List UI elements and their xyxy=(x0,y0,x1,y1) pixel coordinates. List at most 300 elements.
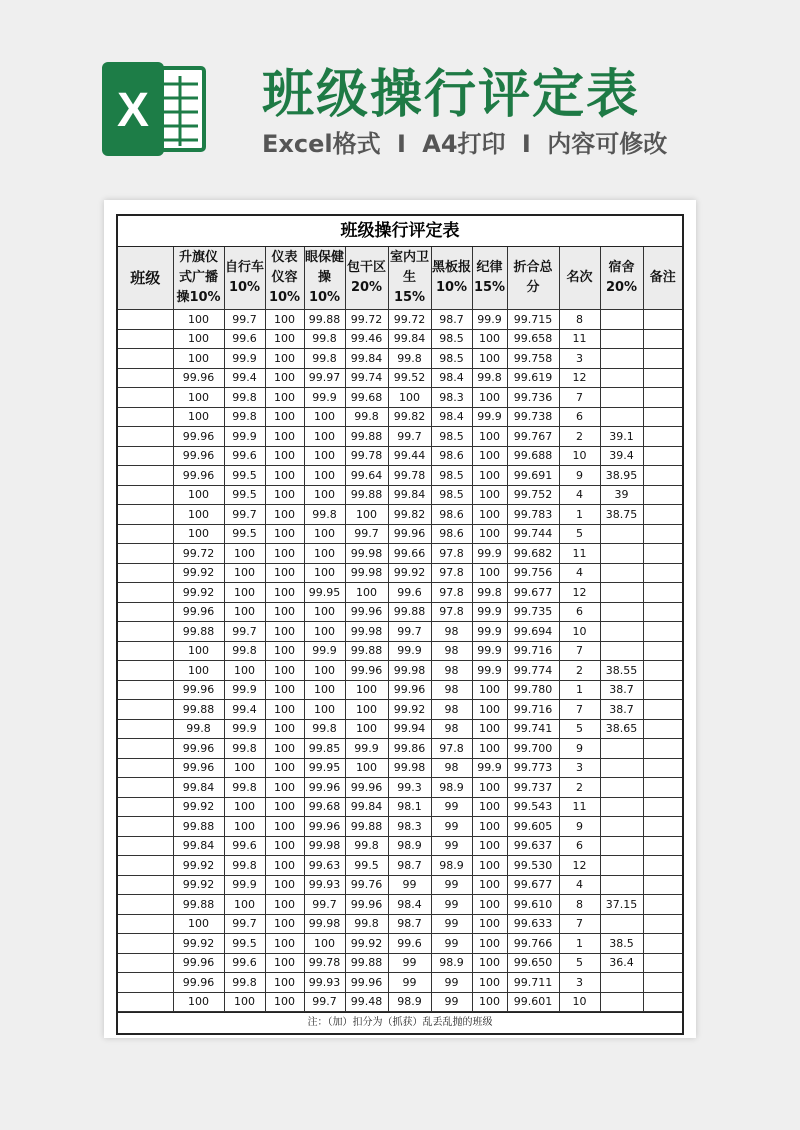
table-cell xyxy=(643,329,682,349)
table-cell: 99.9 xyxy=(472,641,507,661)
table-row xyxy=(118,544,682,564)
table-cell xyxy=(643,992,682,1012)
table-cell: 99.9 xyxy=(224,719,265,739)
table-cell: 100 xyxy=(265,329,304,349)
table-row xyxy=(118,622,682,642)
table-cell: 99.8 xyxy=(304,719,345,739)
table-cell: 99.92 xyxy=(173,934,224,954)
table-cell: 99.96 xyxy=(388,680,431,700)
table-cell: 100 xyxy=(265,914,304,934)
table-cell: 100 xyxy=(224,563,265,583)
table-cell: 9 xyxy=(559,466,600,486)
table-cell: 99.88 xyxy=(345,641,388,661)
table-cell: 100 xyxy=(265,973,304,993)
excel-logo-icon xyxy=(102,62,206,156)
table-cell: 99.84 xyxy=(345,349,388,369)
table-cell xyxy=(118,622,173,642)
table-cell: 99.637 xyxy=(507,836,559,856)
table-cell xyxy=(118,973,173,993)
table-cell: 99.735 xyxy=(507,602,559,622)
subtitle-editable: 内容可修改 xyxy=(547,130,668,158)
logo-letter: X xyxy=(116,84,150,137)
table-cell: 98.9 xyxy=(388,992,431,1012)
table-cell: 38.95 xyxy=(600,466,643,486)
table-cell: 9 xyxy=(559,817,600,837)
table-cell: 100 xyxy=(472,388,507,408)
table-cell: 99.98 xyxy=(388,758,431,778)
table-cell: 99.92 xyxy=(345,934,388,954)
table-cell: 100 xyxy=(265,953,304,973)
table-cell: 100 xyxy=(345,719,388,739)
table-cell: 12 xyxy=(559,583,600,603)
table-cell xyxy=(643,739,682,759)
table-cell: 98.5 xyxy=(431,349,472,369)
table-cell: 99.93 xyxy=(304,973,345,993)
column-header: 自行车10% xyxy=(224,247,265,310)
table-cell: 98 xyxy=(431,661,472,681)
table-cell: 99.711 xyxy=(507,973,559,993)
table-cell: 98.7 xyxy=(431,310,472,330)
table-cell xyxy=(118,953,173,973)
table-cell: 99.9 xyxy=(224,427,265,447)
table-cell: 99.6 xyxy=(224,329,265,349)
table-cell: 99 xyxy=(388,875,431,895)
table-cell xyxy=(643,466,682,486)
table-cell: 7 xyxy=(559,914,600,934)
table-cell: 99.767 xyxy=(507,427,559,447)
column-header: 室内卫生15% xyxy=(388,247,431,310)
table-cell: 100 xyxy=(265,758,304,778)
table-cell: 100 xyxy=(265,817,304,837)
table-cell: 99.9 xyxy=(224,875,265,895)
column-header: 包干区20% xyxy=(345,247,388,310)
table-cell: 99.8 xyxy=(304,329,345,349)
table-cell: 100 xyxy=(265,661,304,681)
table-cell: 99 xyxy=(431,836,472,856)
table-cell: 99.9 xyxy=(345,739,388,759)
table-cell: 5 xyxy=(559,719,600,739)
table-row xyxy=(118,368,682,388)
table-cell: 99.650 xyxy=(507,953,559,973)
table-cell: 99.92 xyxy=(173,563,224,583)
table-cell: 99.95 xyxy=(304,583,345,603)
table-cell: 100 xyxy=(472,973,507,993)
table-cell xyxy=(118,719,173,739)
column-header: 班级 xyxy=(118,247,173,310)
table-cell xyxy=(118,349,173,369)
table-row xyxy=(118,934,682,954)
table-cell: 99.66 xyxy=(388,544,431,564)
table-cell: 11 xyxy=(559,544,600,564)
table-cell: 99.96 xyxy=(304,817,345,837)
table-cell: 99.741 xyxy=(507,719,559,739)
table-cell: 99.96 xyxy=(173,953,224,973)
table-cell: 99.88 xyxy=(173,700,224,720)
table-cell xyxy=(643,349,682,369)
table-cell xyxy=(600,875,643,895)
table-cell: 99.98 xyxy=(304,836,345,856)
table-cell: 99 xyxy=(388,953,431,973)
table-cell: 100 xyxy=(265,934,304,954)
table-cell: 100 xyxy=(472,524,507,544)
table-cell xyxy=(643,602,682,622)
table-cell: 99.96 xyxy=(173,739,224,759)
table-cell: 99.96 xyxy=(345,778,388,798)
table-cell: 10 xyxy=(559,992,600,1012)
table-cell: 100 xyxy=(345,680,388,700)
table-cell: 99.4 xyxy=(224,368,265,388)
table-cell: 99.9 xyxy=(304,388,345,408)
table-cell xyxy=(600,368,643,388)
table-cell xyxy=(600,856,643,876)
table-cell xyxy=(600,310,643,330)
table-cell xyxy=(643,524,682,544)
table-cell: 100 xyxy=(304,544,345,564)
table-cell: 36.4 xyxy=(600,953,643,973)
table-cell: 100 xyxy=(265,505,304,525)
table-cell: 7 xyxy=(559,641,600,661)
table-cell xyxy=(643,563,682,583)
table-cell: 99 xyxy=(431,973,472,993)
table-cell: 11 xyxy=(559,329,600,349)
table-cell xyxy=(643,934,682,954)
table-cell: 99 xyxy=(431,895,472,915)
table-cell: 99.7 xyxy=(304,895,345,915)
table-row xyxy=(118,310,682,330)
table-cell xyxy=(600,797,643,817)
table-cell: 99.88 xyxy=(304,310,345,330)
table-header-row xyxy=(118,247,682,310)
table-cell: 98.1 xyxy=(388,797,431,817)
table-cell xyxy=(643,680,682,700)
table-cell: 99.88 xyxy=(345,953,388,973)
table-cell xyxy=(643,544,682,564)
table-cell: 100 xyxy=(224,992,265,1012)
table-cell: 100 xyxy=(265,836,304,856)
table-cell: 99.756 xyxy=(507,563,559,583)
table-cell: 98 xyxy=(431,622,472,642)
table-cell xyxy=(118,992,173,1012)
column-header: 宿舍20% xyxy=(600,247,643,310)
table-cell: 99.694 xyxy=(507,622,559,642)
table-cell: 1 xyxy=(559,505,600,525)
table-cell xyxy=(643,485,682,505)
table-cell: 100 xyxy=(472,700,507,720)
table-cell: 100 xyxy=(472,446,507,466)
table-cell: 99.7 xyxy=(224,505,265,525)
table-cell: 100 xyxy=(345,758,388,778)
table-cell: 99.92 xyxy=(388,700,431,720)
table-cell: 7 xyxy=(559,388,600,408)
table-cell: 98.3 xyxy=(431,388,472,408)
table-cell xyxy=(643,583,682,603)
table-cell: 99.96 xyxy=(304,778,345,798)
table-cell: 99.8 xyxy=(224,739,265,759)
table-row xyxy=(118,602,682,622)
table-cell: 99.5 xyxy=(224,485,265,505)
table-cell: 99.700 xyxy=(507,739,559,759)
table-cell: 100 xyxy=(173,661,224,681)
table-cell: 97.8 xyxy=(431,563,472,583)
table-cell: 99.86 xyxy=(388,739,431,759)
table-cell: 98.3 xyxy=(388,817,431,837)
column-header: 仪表仪容10% xyxy=(265,247,304,310)
table-cell xyxy=(118,700,173,720)
table-cell: 100 xyxy=(224,602,265,622)
table-cell: 1 xyxy=(559,680,600,700)
table-cell: 100 xyxy=(265,349,304,369)
table-cell: 98.4 xyxy=(431,407,472,427)
table-cell: 12 xyxy=(559,856,600,876)
table-cell: 99.84 xyxy=(173,836,224,856)
table-cell: 100 xyxy=(304,661,345,681)
table-cell: 99.9 xyxy=(472,544,507,564)
table-cell: 98.5 xyxy=(431,427,472,447)
table-cell: 99.82 xyxy=(388,407,431,427)
table-cell xyxy=(118,446,173,466)
table-cell: 100 xyxy=(304,622,345,642)
table-cell: 99.9 xyxy=(472,622,507,642)
table-cell: 99.4 xyxy=(224,700,265,720)
table-cell: 99.94 xyxy=(388,719,431,739)
table-cell: 100 xyxy=(472,739,507,759)
table-cell: 99.7 xyxy=(345,524,388,544)
table-cell: 99.97 xyxy=(304,368,345,388)
table-cell: 1 xyxy=(559,934,600,954)
table-cell: 99.78 xyxy=(388,466,431,486)
table-cell: 100 xyxy=(472,797,507,817)
table-cell: 99.758 xyxy=(507,349,559,369)
table-cell: 99.92 xyxy=(173,797,224,817)
table-cell: 100 xyxy=(224,895,265,915)
table-cell: 100 xyxy=(265,485,304,505)
table-cell xyxy=(643,446,682,466)
table-cell: 97.8 xyxy=(431,602,472,622)
table-cell: 2 xyxy=(559,661,600,681)
column-header: 折合总分 xyxy=(507,247,559,310)
table-cell: 4 xyxy=(559,485,600,505)
table-cell: 100 xyxy=(472,563,507,583)
table-row xyxy=(118,700,682,720)
table-cell: 99.92 xyxy=(173,856,224,876)
table-cell: 99.84 xyxy=(388,329,431,349)
table-body xyxy=(118,310,682,1012)
table-cell: 100 xyxy=(265,797,304,817)
table-cell: 99.8 xyxy=(224,407,265,427)
table-cell xyxy=(118,836,173,856)
table-cell: 99.737 xyxy=(507,778,559,798)
table-row xyxy=(118,329,682,349)
column-header: 黑板报10% xyxy=(431,247,472,310)
table-cell xyxy=(600,778,643,798)
table-cell: 100 xyxy=(472,329,507,349)
table-cell: 100 xyxy=(265,446,304,466)
table-row xyxy=(118,661,682,681)
table-cell: 99.88 xyxy=(173,895,224,915)
table-cell xyxy=(643,505,682,525)
table-cell: 99.64 xyxy=(345,466,388,486)
table-cell: 100 xyxy=(173,524,224,544)
table-cell: 99.5 xyxy=(224,934,265,954)
table-cell xyxy=(118,661,173,681)
table-cell: 100 xyxy=(265,739,304,759)
table-cell: 99.9 xyxy=(472,758,507,778)
table-cell: 99.68 xyxy=(304,797,345,817)
table-cell: 6 xyxy=(559,836,600,856)
table-cell: 98.9 xyxy=(431,778,472,798)
table-cell: 100 xyxy=(472,349,507,369)
table-cell: 100 xyxy=(173,641,224,661)
table-cell xyxy=(600,758,643,778)
table-cell: 99.74 xyxy=(345,368,388,388)
table-cell: 99.72 xyxy=(173,544,224,564)
table-cell: 99.96 xyxy=(173,368,224,388)
table-cell: 99.96 xyxy=(173,973,224,993)
table-cell: 100 xyxy=(472,466,507,486)
table-cell xyxy=(600,349,643,369)
table-cell xyxy=(118,329,173,349)
table-row xyxy=(118,758,682,778)
table-cell: 9 xyxy=(559,739,600,759)
table-cell: 99.543 xyxy=(507,797,559,817)
table-cell xyxy=(118,583,173,603)
table-cell: 100 xyxy=(265,524,304,544)
table-cell: 98 xyxy=(431,719,472,739)
table-cell: 8 xyxy=(559,310,600,330)
table-cell: 97.8 xyxy=(431,583,472,603)
table-cell: 99.85 xyxy=(304,739,345,759)
table-cell: 100 xyxy=(472,914,507,934)
table-cell: 99 xyxy=(431,914,472,934)
table-row xyxy=(118,466,682,486)
table-frame xyxy=(116,214,684,1035)
table-cell: 100 xyxy=(472,875,507,895)
table-row xyxy=(118,446,682,466)
table-cell: 100 xyxy=(265,700,304,720)
table-cell: 100 xyxy=(265,680,304,700)
table-cell: 98.6 xyxy=(431,524,472,544)
table-row xyxy=(118,797,682,817)
table-cell: 99.738 xyxy=(507,407,559,427)
table-cell: 99.773 xyxy=(507,758,559,778)
table-cell: 99.68 xyxy=(345,388,388,408)
table-cell: 99.736 xyxy=(507,388,559,408)
table-cell: 99.92 xyxy=(173,583,224,603)
table-cell: 100 xyxy=(265,622,304,642)
table-cell: 100 xyxy=(173,992,224,1012)
table-cell: 99.98 xyxy=(345,544,388,564)
table-row xyxy=(118,973,682,993)
table-cell: 99.96 xyxy=(173,602,224,622)
table-cell: 100 xyxy=(173,407,224,427)
table-cell: 99.5 xyxy=(224,466,265,486)
table-cell: 99.98 xyxy=(345,563,388,583)
table-row xyxy=(118,427,682,447)
table-cell xyxy=(600,388,643,408)
table-cell xyxy=(118,485,173,505)
table-cell: 100 xyxy=(265,388,304,408)
table-cell xyxy=(600,817,643,837)
table-cell: 99.8 xyxy=(304,349,345,369)
table-cell: 100 xyxy=(173,388,224,408)
table-cell: 99.715 xyxy=(507,310,559,330)
table-cell: 98 xyxy=(431,641,472,661)
table-cell xyxy=(643,427,682,447)
table-cell: 6 xyxy=(559,407,600,427)
table-cell: 100 xyxy=(265,641,304,661)
table-cell xyxy=(643,641,682,661)
table-cell: 99.82 xyxy=(388,505,431,525)
evaluation-table xyxy=(118,247,682,1012)
table-cell xyxy=(643,661,682,681)
table-note: 注：（加）扣分为（抓获）乱丢乱抛的班级 xyxy=(118,1012,682,1033)
table-row xyxy=(118,563,682,583)
subtitle-separator: I xyxy=(521,130,531,158)
table-cell: 99.98 xyxy=(304,914,345,934)
table-cell xyxy=(600,992,643,1012)
table-cell: 100 xyxy=(224,583,265,603)
table-cell: 38.75 xyxy=(600,505,643,525)
table-cell: 100 xyxy=(472,719,507,739)
table-cell: 10 xyxy=(559,446,600,466)
table-cell: 99.48 xyxy=(345,992,388,1012)
table-cell: 99 xyxy=(431,934,472,954)
table-cell: 99.8 xyxy=(345,836,388,856)
table-cell: 99.88 xyxy=(388,602,431,622)
table-row xyxy=(118,505,682,525)
table-cell: 100 xyxy=(345,583,388,603)
table-cell: 6 xyxy=(559,602,600,622)
table-cell xyxy=(118,544,173,564)
table-cell xyxy=(643,622,682,642)
table-cell: 37.15 xyxy=(600,895,643,915)
table-cell xyxy=(118,797,173,817)
table-cell: 99.8 xyxy=(224,856,265,876)
table-cell: 100 xyxy=(265,719,304,739)
table-cell xyxy=(643,817,682,837)
column-header: 眼保健操10% xyxy=(304,247,345,310)
table-cell: 100 xyxy=(265,992,304,1012)
table-row xyxy=(118,524,682,544)
table-cell xyxy=(600,563,643,583)
table-cell: 100 xyxy=(265,310,304,330)
table-cell xyxy=(118,778,173,798)
table-cell: 97.8 xyxy=(431,544,472,564)
table-row xyxy=(118,953,682,973)
table-cell xyxy=(643,914,682,934)
table-cell xyxy=(643,895,682,915)
table-row xyxy=(118,875,682,895)
table-cell: 99.9 xyxy=(388,641,431,661)
table-row xyxy=(118,895,682,915)
table-cell: 100 xyxy=(472,680,507,700)
table-cell: 99.63 xyxy=(304,856,345,876)
table-cell: 99 xyxy=(431,797,472,817)
table-cell: 99.6 xyxy=(224,446,265,466)
table-cell: 98.9 xyxy=(431,856,472,876)
table-cell xyxy=(643,388,682,408)
table-cell xyxy=(600,583,643,603)
table-cell: 11 xyxy=(559,797,600,817)
table-cell xyxy=(118,817,173,837)
table-cell: 100 xyxy=(265,583,304,603)
table-cell xyxy=(118,368,173,388)
table-cell xyxy=(643,758,682,778)
table-cell xyxy=(118,934,173,954)
table-cell: 99.84 xyxy=(388,485,431,505)
subtitle-separator: I xyxy=(396,130,406,158)
table-cell xyxy=(118,427,173,447)
